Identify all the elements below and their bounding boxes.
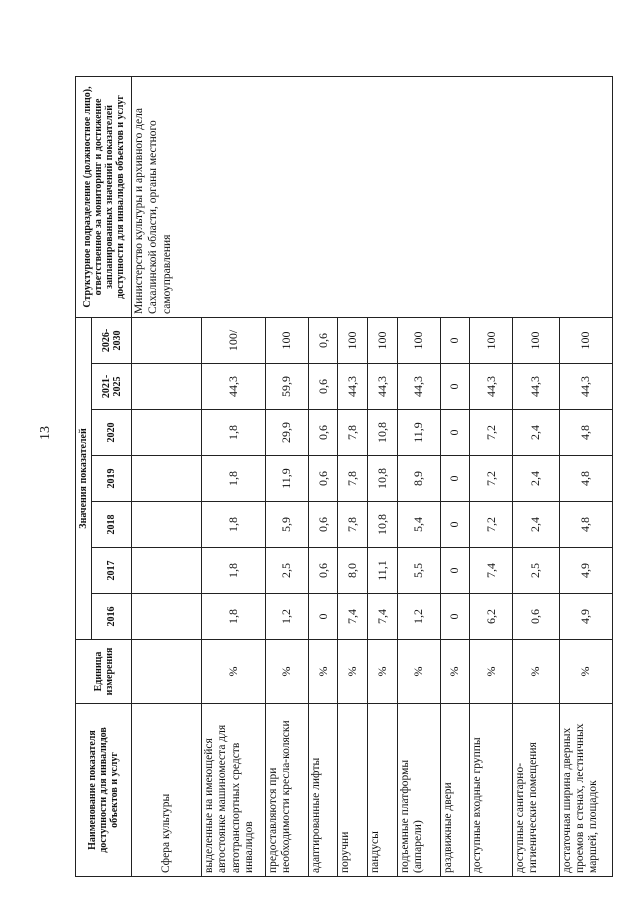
value-cell: 0,6 [308, 410, 338, 456]
value-cell: 44,3 [512, 364, 559, 410]
value-cell: 7,8 [338, 502, 368, 548]
value-cell: 0 [308, 594, 338, 640]
value-cell: 5,4 [397, 502, 440, 548]
value-cell: 4,9 [559, 548, 612, 594]
row-name: выделенные на имеющейся автостоянке машиноместа для автотранспортных средств инвалидов [202, 704, 266, 877]
value-cell: 100 [397, 317, 440, 363]
value-cell: 5,5 [397, 548, 440, 594]
section-row [132, 76, 202, 876]
row-unit: % [338, 640, 368, 704]
value-cell: 0 [440, 364, 470, 410]
value-cell: 4,9 [559, 594, 612, 640]
value-cell: 7,2 [470, 502, 513, 548]
rotated-table-wrapper [75, 77, 613, 877]
value-cell: 0,6 [308, 548, 338, 594]
value-cell: 1,8 [202, 548, 266, 594]
row-unit: % [368, 640, 398, 704]
value-cell: 8,9 [397, 456, 440, 502]
value-cell: 0,6 [308, 502, 338, 548]
value-cell: 0 [440, 594, 470, 640]
header-responsible: Структурное подразделение (должностное лицо), ответственное за мониторинг и достижение запланированных значений показателей доступности для инвалидов объектов и услуг [76, 76, 132, 317]
row-unit: % [266, 640, 309, 704]
value-cell: 0,6 [308, 364, 338, 410]
year-2016: 2016 [92, 594, 132, 640]
row-unit: % [512, 640, 559, 704]
value-cell: 100 [512, 317, 559, 363]
value-cell: 0,6 [512, 594, 559, 640]
row-unit: % [202, 640, 266, 704]
value-cell: 0 [440, 502, 470, 548]
row-unit: % [470, 640, 513, 704]
page-number: 13 [38, 426, 53, 440]
value-cell: 7,4 [470, 548, 513, 594]
value-cell: 100 [368, 317, 398, 363]
value-cell: 1,8 [202, 410, 266, 456]
row-unit: % [397, 640, 440, 704]
header-values: Значения показателей [76, 317, 92, 639]
value-cell: 6,2 [470, 594, 513, 640]
row-name: раздвижные двери [440, 704, 470, 877]
value-cell: 44,3 [368, 364, 398, 410]
year-2020: 2020 [92, 410, 132, 456]
value-cell: 5,9 [266, 502, 309, 548]
value-cell: 0 [440, 410, 470, 456]
header-unit: Единица измерения [76, 640, 132, 704]
value-cell: 0 [440, 456, 470, 502]
value-cell: 0,6 [308, 317, 338, 363]
row-name: поручни [338, 704, 368, 877]
year-2018: 2018 [92, 502, 132, 548]
value-cell: 0 [440, 548, 470, 594]
value-cell: 10,8 [368, 410, 398, 456]
value-cell: 7,8 [338, 456, 368, 502]
value-cell: 1,8 [202, 502, 266, 548]
value-cell: 100 [559, 317, 612, 363]
year-2021-2025: 2021-2025 [92, 364, 132, 410]
value-cell: 44,3 [397, 364, 440, 410]
value-cell: 29,9 [266, 410, 309, 456]
value-cell: 8,0 [338, 548, 368, 594]
value-cell: 100 [266, 317, 309, 363]
value-cell: 44,3 [559, 364, 612, 410]
value-cell: 7,4 [368, 594, 398, 640]
value-cell: 7,2 [470, 456, 513, 502]
value-cell: 1,2 [397, 594, 440, 640]
value-cell: 4,8 [559, 456, 612, 502]
value-cell: 44,3 [202, 364, 266, 410]
value-cell: 100 [470, 317, 513, 363]
row-name: достаточная ширина дверных проемов в стенах, лестничных маршей, площадок [559, 704, 612, 877]
value-cell: 44,3 [470, 364, 513, 410]
value-cell: 2,5 [266, 548, 309, 594]
value-cell: 4,8 [559, 410, 612, 456]
value-cell: 2,5 [512, 548, 559, 594]
row-name: доступные санитарно-гигиенические помещения [512, 704, 559, 877]
year-2026-2030: 2026-2030 [92, 317, 132, 363]
value-cell: 10,8 [368, 502, 398, 548]
value-cell: 2,4 [512, 502, 559, 548]
row-name: пандусы [368, 704, 398, 877]
row-unit: % [308, 640, 338, 704]
value-cell: 11,9 [266, 456, 309, 502]
value-cell: 2,4 [512, 410, 559, 456]
value-cell: 100 [338, 317, 368, 363]
value-cell: 7,8 [338, 410, 368, 456]
row-name: предоставляются при необходимости кресла-коляски [266, 704, 309, 877]
accessibility-indicators-table [75, 76, 613, 877]
value-cell: 7,4 [338, 594, 368, 640]
row-unit: % [559, 640, 612, 704]
row-name: подъемные платформы (аппарели) [397, 704, 440, 877]
value-cell: 2,4 [512, 456, 559, 502]
value-cell: 100/ [202, 317, 266, 363]
header-name: Наименование показателя доступности для инвалидов объектов и услуг [76, 704, 132, 877]
value-cell: 1,8 [202, 594, 266, 640]
value-cell: 0,6 [308, 456, 338, 502]
row-name: адаптированные лифты [308, 704, 338, 877]
value-cell: 4,8 [559, 502, 612, 548]
value-cell: 44,3 [338, 364, 368, 410]
value-cell: 59,9 [266, 364, 309, 410]
value-cell: 0 [440, 317, 470, 363]
value-cell: 1,8 [202, 456, 266, 502]
row-unit: % [440, 640, 470, 704]
year-2017: 2017 [92, 548, 132, 594]
value-cell: 7,2 [470, 410, 513, 456]
section-label: Сфера культуры [132, 704, 202, 877]
value-cell: 11,9 [397, 410, 440, 456]
value-cell: 11,1 [368, 548, 398, 594]
year-2019: 2019 [92, 456, 132, 502]
value-cell: 1,2 [266, 594, 309, 640]
responsible-cell: Министерство культуры и архивного дела Сахалинской области, органы местного самоуправления [132, 76, 613, 317]
value-cell: 10,8 [368, 456, 398, 502]
row-name: доступные входные группы [470, 704, 513, 877]
